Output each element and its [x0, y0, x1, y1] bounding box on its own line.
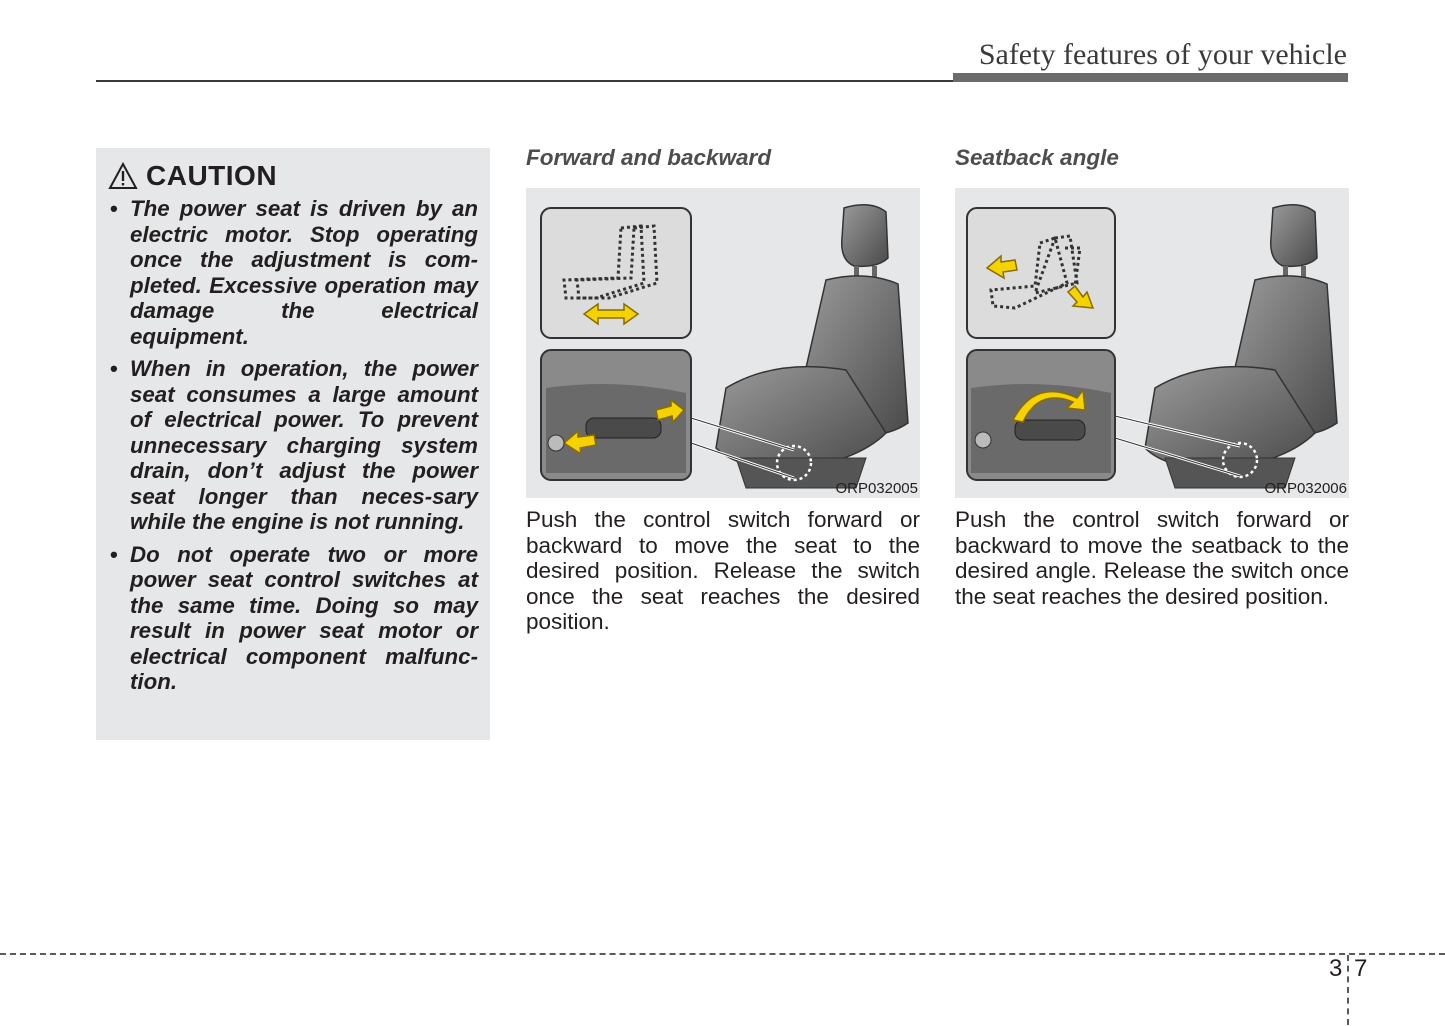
- caution-item: [108, 196, 478, 349]
- caution-item: [108, 542, 478, 695]
- section-title: Forward and backward: [526, 145, 772, 170]
- seat-graphic: [1145, 205, 1337, 488]
- inset-seat-slide: [541, 208, 691, 338]
- chapter-number: 3: [1329, 955, 1343, 982]
- section-body-text: Push the control switch forward or backward to move the seatback to the desired angle. Release the switch once the seat reaches the desired position.: [955, 507, 1349, 609]
- seatback-angle-figure: [955, 188, 1349, 498]
- footer-rule: [0, 953, 1445, 955]
- section-seatback-angle: [955, 143, 1349, 609]
- section-title: Seatback angle: [955, 145, 1119, 170]
- caution-item-text: The power seat is driven by an electric motor. Stop operating once the adjustment is com-pleted. Excessive operation may damage the electrical equipment.: [130, 196, 478, 349]
- inset-seatback-recline: [967, 208, 1115, 338]
- inset-control-switch: [967, 350, 1115, 480]
- caution-item: [108, 356, 478, 535]
- seat-illustration: [526, 188, 920, 498]
- figure-code: ORP032006: [1264, 480, 1347, 497]
- caution-box: [96, 148, 490, 740]
- inset-control-switch: [541, 350, 691, 480]
- figure-code: ORP032005: [835, 480, 918, 497]
- section-body-text: Push the control switch forward or backward to move the seat to the desired position. Release the switch once the seat reaches the desired position.: [526, 507, 920, 634]
- caution-item-text: When in operation, the power seat consumes a large amount of electrical power. To prevent unnecessary charging system drain, don’t adjust the power seat longer than neces-sary while the engine is not running.: [130, 356, 478, 534]
- caution-list: [108, 196, 478, 695]
- seat-forward-backward-figure: [526, 188, 920, 498]
- seat-illustration: [955, 188, 1349, 498]
- caution-header: [108, 158, 478, 194]
- caution-item-text: Do not operate two or more power seat control switches at the same time. Doing so may result in power seat motor or electrical component malfunc-tion.: [130, 541, 478, 694]
- header-rule-accent: [953, 73, 1348, 82]
- page-number-separator: [1347, 955, 1349, 1025]
- bullet-icon: •: [110, 196, 118, 221]
- page-header-title: Safety features of your vehicle: [978, 38, 1347, 71]
- caution-title: CAUTION: [146, 160, 278, 191]
- section-forward-backward: [526, 143, 920, 635]
- bullet-icon: •: [110, 541, 118, 567]
- page-number: 7: [1354, 955, 1368, 982]
- seat-graphic: [716, 205, 908, 488]
- bullet-icon: •: [110, 356, 118, 381]
- warning-triangle-icon: [108, 162, 138, 190]
